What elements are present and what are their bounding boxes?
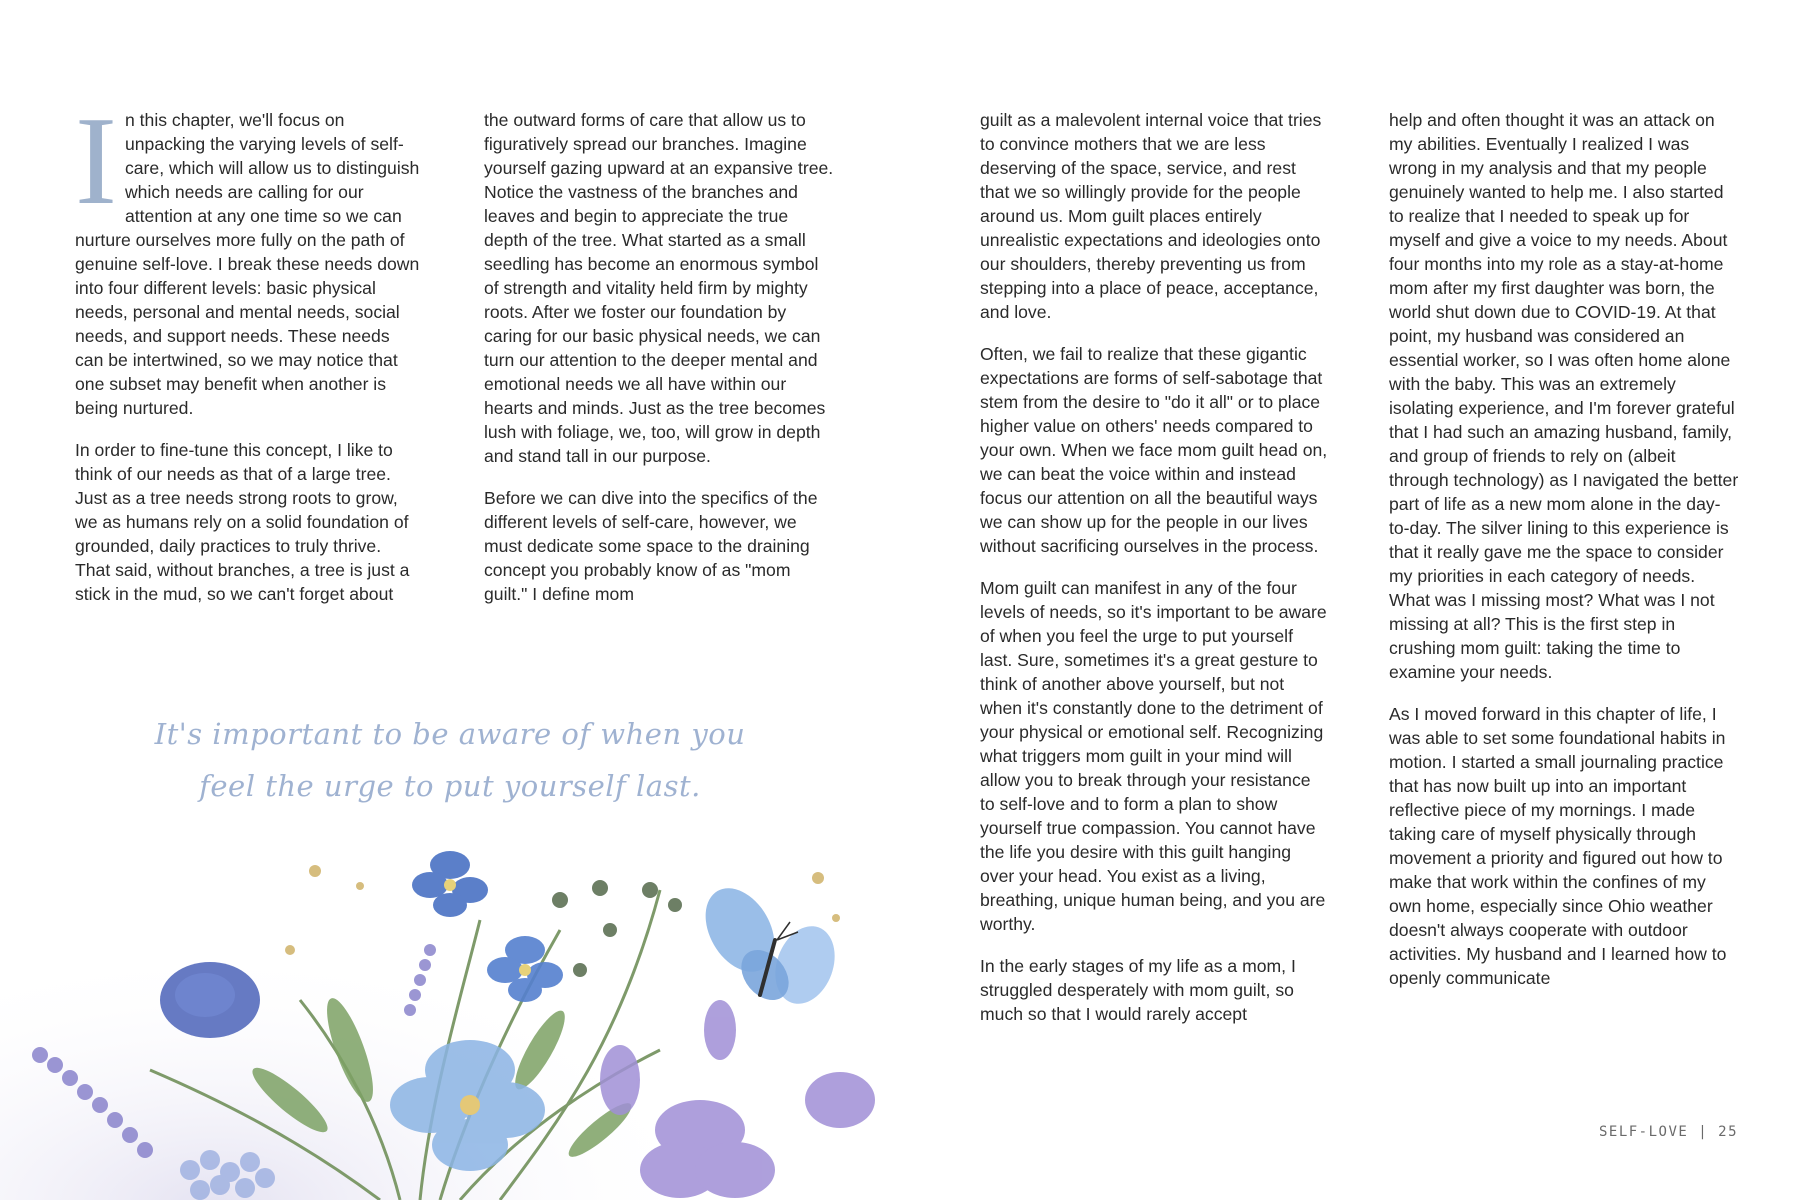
paragraph: [75, 92, 420, 420]
running-header-section: SELF-LOVE: [1598, 1124, 1689, 1140]
paragraph: help and often thought it was an attack on my abilities. Eventually I realized I was wrong in my analysis and that my people genuinely wanted to help me. I also started to realize that I needed to speak up for myself and give a voice to my needs. About four months into my role as a stay-at-home mom after my first daughter was born, the world shut down due to COVID-19. At that point, my husband was considered an essential worker, so I was often home alone with the baby. This was an extremely isolating experience, and I'm forever grateful that I had such an amazing husband, family, and group of friends to rely on (albeit through technology) as I navigated the better part of life as a new mom alone in the day-to-day. The silver lining to this experience is that it really gave me the space to consider my priorities in each category of needs. What was I missing most? What was I not missing at all? This is the first step in crushing mom guilt: taking the time to examine your needs.: [1389, 110, 1739, 682]
paragraph: the outward forms of care that allow us to figuratively spread our branches. Imagine yourself gazing upward at an expansive tree. Notice the vastness of the branches and leaves and begin to appreciate the true depth of the tree. What started as a small seedling has become an enormous symbol of strength and vitality held firm by mighty roots. After we foster our foundation by caring for our basic physical needs, we can turn our attention to the deeper mental and emotional needs we all have within our hearts and minds. Just as the tree becomes lush with foliage, we, too, will grow in depth and stand tall in our purpose.: [484, 110, 834, 466]
text-column-1: [75, 92, 420, 624]
paragraph: Before we can dive into the specifics of the different levels of self-care, however, we must dedicate some space to the draining concept you probably know of as "mom guilt." I define mom: [484, 488, 818, 604]
page-footer: [1599, 1124, 1738, 1140]
pull-quote: [120, 708, 780, 812]
text-column-3: [980, 108, 1330, 1044]
paragraph: In order to fine-tune this concept, I like to think of our needs as that of a large tree. Just as a tree needs strong roots to grow, we as humans rely on a solid foundation of grounded, daily practices to truly thrive. That said, without branches, a tree is just a stick in the mud, so we can't forget about: [75, 440, 410, 604]
blue-flower: [412, 851, 488, 917]
paragraph: In the early stages of my life as a mom, I struggled desperately with mom guilt, so much so that I would rarely accept: [980, 956, 1296, 1024]
pull-quote-line: feel the urge to put yourself last.: [199, 769, 701, 803]
paragraph: As I moved forward in this chapter of life, I was able to set some foundational habits in motion. I started a small journaling practice that has now built up into an important reflective piece of my mornings. I made taking care of myself physically through movement a priority and figured out how to make that work within the confines of my own home, especially since Ohio weather doesn't always cooperate with outdoor activities. My husband and I learned how to openly communicate: [1389, 704, 1727, 988]
paragraph-text: n this chapter, we'll focus on unpacking the varying levels of self-care, which will allow us to distinguish which needs are calling for our attention at any one time so we can nurture ourselves more fully on the path of genuine self-love. I break these needs down into four different levels: basic physical needs, personal and mental needs, social needs, and support needs. These needs can be intertwined, so we may notice that one subset may benefit when another is being nurtured.: [75, 110, 420, 418]
butterfly: [692, 876, 845, 1012]
paragraph: Often, we fail to realize that these gigantic expectations are forms of self-sabotage that stem from the desire to "do it all" or to place higher value on others' needs compared to your own. When we face mom guilt head on, we can beat the voice within and instead focus our attention on all the beautiful ways we can show up for the people in our lives without sacrificing ourselves in the process.: [980, 344, 1328, 556]
footer-separator: |: [1698, 1124, 1709, 1140]
text-column-2: [484, 108, 834, 624]
watercolor-flowers-illustration: [0, 800, 900, 1200]
paragraph: guilt as a malevolent internal voice that tries to convince mothers that we are less deserving of the space, service, and rest that we so willingly provide for the people around us. Mom guilt places entirely unrealistic expectations and ideologies onto our shoulders, thereby preventing us from stepping into a place of peace, acceptance, and love.: [980, 110, 1322, 322]
blue-rose: [160, 962, 260, 1038]
page-number: 25: [1718, 1124, 1738, 1140]
drop-cap: I: [75, 92, 117, 231]
paragraph: Mom guilt can manifest in any of the four levels of needs, so it's important to be aware of when you feel the urge to put yourself last. Sure, sometimes it's a great gesture to think of another above yourself, but not when it's constantly done to the detriment of your physical or emotional self. Recognizing what triggers mom guilt in your mind will allow you to break through your resistance to self-love and to form a plan to show yourself true compassion. You cannot have the life you desire with this guilt hanging over your head. You exist as a living, breathing, unique human being, and you are worthy.: [980, 578, 1327, 934]
right-page: [900, 0, 1800, 1200]
pull-quote-line: It's important to be aware of when you: [154, 717, 746, 751]
text-column-4: [1389, 108, 1739, 1008]
